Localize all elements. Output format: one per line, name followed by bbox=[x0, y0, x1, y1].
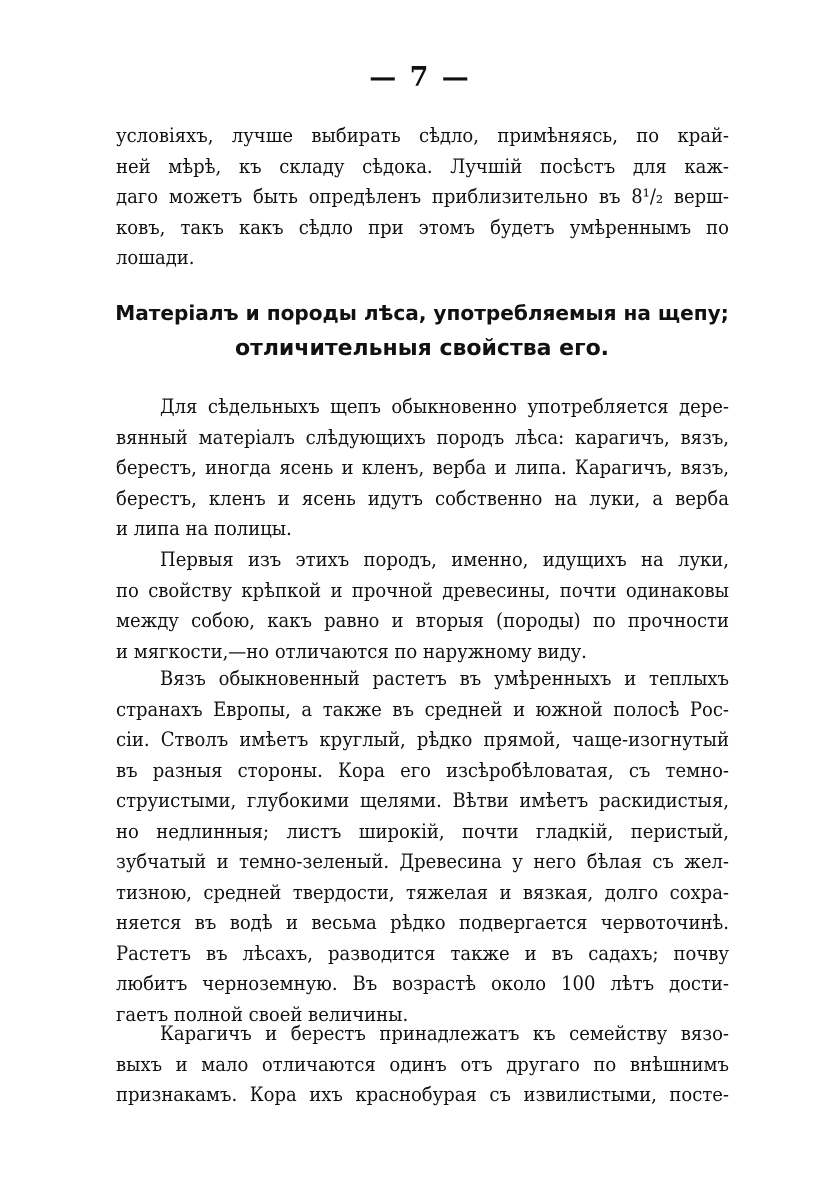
paragraph-1 bbox=[116, 120, 729, 273]
text-line: въ разныя стороны. Кора его изсѣробѣловатая, съ темно- bbox=[116, 757, 729, 782]
text-line: но недлинныя; листъ широкій, почти гладкій, перистый, bbox=[116, 818, 729, 843]
text-line: и мягкости,—но отличаются по наружному виду. bbox=[116, 638, 587, 663]
text-line: лошади. bbox=[116, 245, 195, 269]
text-line: Карагичъ и берестъ принадлежатъ къ семейству вязо- bbox=[160, 1021, 729, 1045]
text-line: берестъ, иногда ясень и кленъ, верба и липа. Карагичъ, вязъ, bbox=[116, 455, 729, 479]
text-line: Вязъ обыкновенный растетъ въ умѣренныхъ и теплыхъ bbox=[160, 666, 729, 690]
text-line: сіи. Стволъ имѣетъ круглый, рѣдко прямой, чаще-изогнутый bbox=[116, 727, 729, 751]
text-line: любитъ черноземную. Въ возрастѣ около 100 лѣтъ дости- bbox=[116, 971, 729, 995]
text-line: ковъ, такъ какъ сѣдло при этомъ будетъ умѣреннымъ по bbox=[116, 214, 729, 239]
text-line: тизною, средней твердости, тяжелая и вязкая, долго сохра- bbox=[116, 879, 729, 904]
heading-line: отличительныя свойства его. bbox=[234, 336, 610, 361]
text-line: Первыя изъ этихъ породъ, именно, идущихъ на луки, bbox=[160, 547, 729, 571]
text-line: признакамъ. Кора ихъ краснобурая съ извилистыми, посте- bbox=[116, 1082, 729, 1106]
paragraph-5 bbox=[116, 1018, 729, 1110]
text-line: Растетъ въ лѣсахъ, разводится также и въ садахъ; почву bbox=[116, 940, 729, 965]
paragraph-4 bbox=[116, 663, 729, 1029]
text-line: гаетъ полной своей величины. bbox=[116, 1001, 409, 1026]
text-line: и липа на полицы. bbox=[116, 516, 292, 540]
text-line: даго можетъ быть опредѣленъ приблизительно въ 8¹/₂ верш- bbox=[116, 184, 729, 208]
paragraph-2 bbox=[116, 391, 729, 544]
text-line: странахъ Европы, а также въ средней и южной полосѣ Рос- bbox=[116, 696, 729, 721]
text-line: по свойству крѣпкой и прочной древесины, почти одинаковы bbox=[116, 577, 729, 602]
text-line: ней мѣрѣ, къ складу сѣдока. Лучшій посѣстъ для каж- bbox=[116, 153, 729, 178]
section-heading bbox=[112, 295, 732, 367]
text-line: между собою, какъ равно и вторыя (породы) по прочности bbox=[116, 608, 729, 632]
text-line: Для сѣдельныхъ щепъ обыкновенно употребляется дере- bbox=[160, 394, 729, 418]
paragraph-3 bbox=[116, 544, 729, 666]
text-line: зубчатый и темно-зеленый. Древесина у него бѣлая съ жел- bbox=[116, 849, 729, 873]
text-line: струистыми, глубокими щелями. Вѣтви имѣетъ раскидистыя, bbox=[116, 788, 729, 812]
text-line: вянный матеріалъ слѣдующихъ породъ лѣса: карагичъ, вязъ, bbox=[116, 424, 729, 449]
text-line: выхъ и мало отличаются одинъ отъ другаго по внѣшнимъ bbox=[116, 1051, 729, 1076]
heading-line: Матеріалъ и породы лѣса, употребляемыя на щепу; bbox=[115, 301, 729, 325]
text-line: берестъ, кленъ и ясень идутъ собственно на луки, а верба bbox=[116, 485, 729, 510]
text-line: условіяхъ, лучше выбирать сѣдло, примѣняясь, по край- bbox=[116, 123, 729, 147]
text-line: няется въ водѣ и весьма рѣдко подвергается червоточинѣ. bbox=[116, 910, 729, 934]
page-number: — 7 — bbox=[369, 62, 471, 93]
